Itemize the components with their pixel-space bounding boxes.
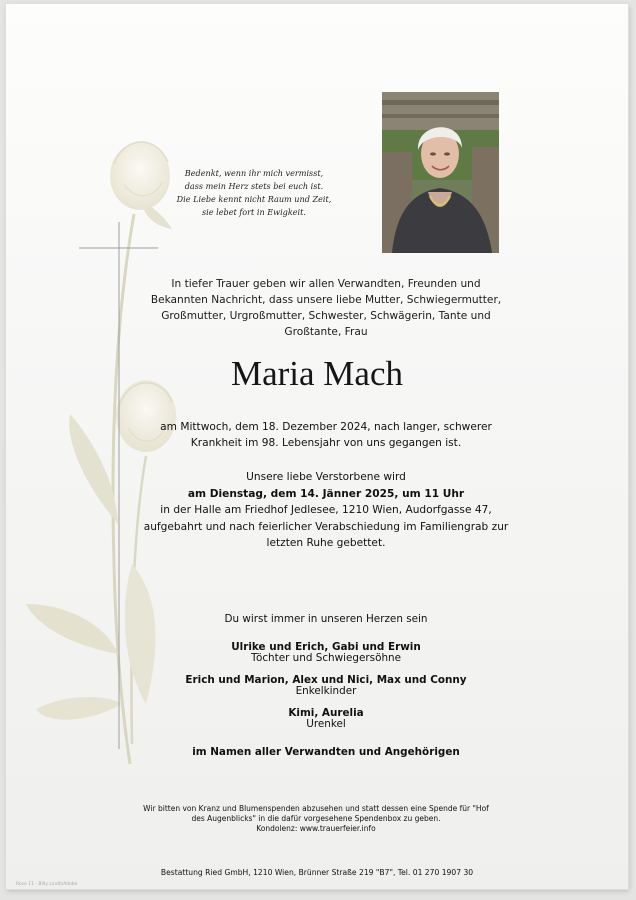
poem [156, 167, 352, 219]
service-line: Unsere liebe Verstorbene wird [246, 471, 406, 483]
family-role: Urenkel [306, 718, 346, 730]
service-line: letzten Ruhe gebettet. [266, 537, 386, 550]
family-names: Ulrike und Erich, Gabi und Erwin [231, 641, 421, 653]
poem-line: dass mein Herz stets bei euch ist. [184, 181, 324, 191]
obituary-card [6, 4, 628, 889]
request-line: des Augenblicks" in die dafür vorgesehene Spendenbox zu geben. [191, 814, 441, 823]
poem-line: sie lebet fort in Ewigkeit. [202, 207, 306, 217]
intro-line: Großmutter, Urgroßmutter, Schwester, Schwägerin, Tante und [161, 310, 491, 322]
image-credit: Rose 11 - Billy Lindh/Adobe [16, 882, 78, 887]
intro-line: Bekannten Nachricht, dass unsere liebe Mutter, Schwiegermutter, [150, 294, 502, 306]
family-motto: Du wirst immer in unseren Herzen sein [224, 613, 428, 625]
intro-line: Großtante, Frau [284, 326, 368, 338]
announcement-line: am Mittwoch, dem 18. Dezember 2024, nach langer, schwerer [160, 421, 492, 433]
family-closing: im Namen aller Verwandten und Angehörigen [192, 746, 460, 758]
deceased-name: Maria Mach [230, 354, 403, 393]
family-names: Kimi, Aurelia [288, 707, 364, 719]
service-line: aufgebahrt und nach feierlicher Verabschiedung im Familiengrab zur [143, 520, 509, 533]
funeral-home-footer: Bestattung Ried GmbH, 1210 Wien, Brünner Straße 219 "B7", Tel. 01 270 1907 30 [160, 868, 474, 877]
family-names: Erich und Marion, Alex und Nici, Max und Conny [185, 674, 467, 686]
donation-request [126, 804, 506, 834]
death-announcement [116, 419, 536, 451]
family-section [116, 613, 536, 758]
family-role: Töchter und Schwiegersöhne [250, 652, 402, 664]
poem-line: Die Liebe kennt nicht Raum und Zeit, [176, 194, 332, 204]
service-line: in der Halle am Friedhof Jedlesee, 1210 Wien, Audorfgasse 47, [160, 504, 492, 517]
poem-line: Bedenkt, wenn ihr mich vermisst, [184, 168, 324, 178]
service-date: am Dienstag, dem 14. Jänner 2025, um 11 Uhr [187, 487, 465, 500]
intro-line: In tiefer Trauer geben wir allen Verwandten, Freunden und [171, 278, 481, 290]
intro-text [116, 276, 536, 340]
portrait-photo [382, 92, 499, 253]
funeral-service-details [116, 469, 536, 552]
request-line: Wir bitten von Kranz und Blumenspenden abzusehen und statt dessen eine Spende für "Hof [143, 804, 489, 813]
family-role: Enkelkinder [295, 685, 357, 697]
condolence-link: Kondolenz: www.trauerfeier.info [256, 824, 376, 833]
announcement-line: Krankheit im 98. Lebensjahr von uns gegangen ist. [190, 437, 462, 449]
